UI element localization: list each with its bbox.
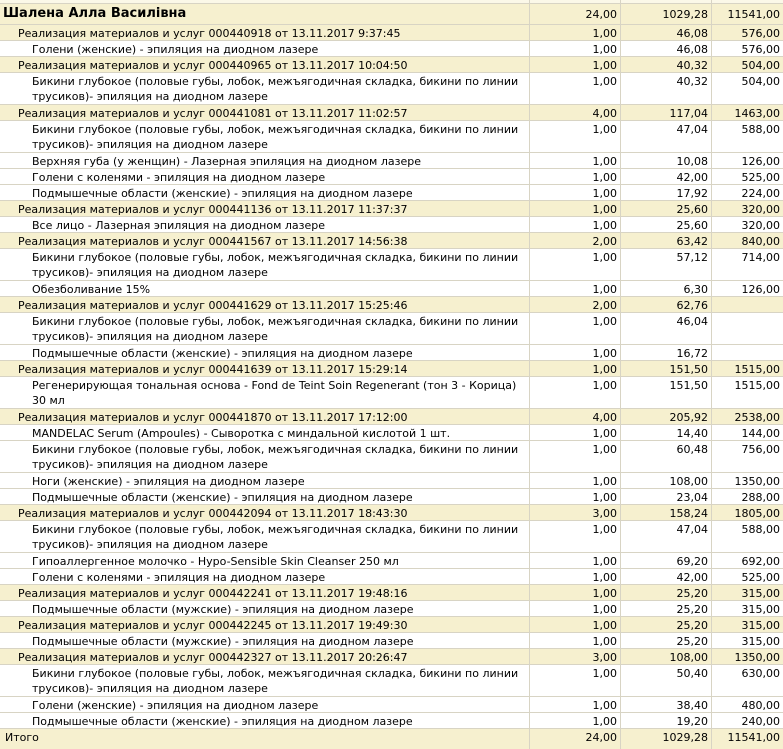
row-total: 320,00 <box>741 203 780 216</box>
row-total: 756,00 <box>741 443 780 456</box>
row-total: 840,00 <box>741 235 780 248</box>
row-qty: 1,00 <box>530 313 621 344</box>
row-sum: 62,76 <box>621 297 712 312</box>
row-sum: 151,50 <box>621 377 712 408</box>
row-total: 1463,00 <box>734 107 780 120</box>
item-row[interactable] <box>0 601 783 617</box>
row-total: 2538,00 <box>734 411 780 424</box>
document-name: Реализация материалов и услуг 000441567 от 13.11.2017 14:56:38 <box>0 233 530 248</box>
item-row[interactable] <box>0 249 783 281</box>
row-total: 576,00 <box>741 43 780 56</box>
row-total: 630,00 <box>741 667 780 680</box>
row-sum: 25,20 <box>621 601 712 616</box>
row-total: 525,00 <box>741 171 780 184</box>
row-qty: 1,00 <box>530 361 621 376</box>
row-qty: 1,00 <box>530 713 621 728</box>
row-qty: 1,00 <box>530 553 621 568</box>
document-row[interactable] <box>0 57 783 73</box>
document-name: Реализация материалов и услуг 000442241 от 13.11.2017 19:48:16 <box>0 585 530 600</box>
document-row[interactable] <box>0 617 783 633</box>
row-total: 588,00 <box>741 123 780 136</box>
item-row[interactable] <box>0 425 783 441</box>
document-row[interactable] <box>0 233 783 249</box>
row-total: 315,00 <box>741 619 780 632</box>
row-qty: 1,00 <box>530 345 621 360</box>
row-qty: 1,00 <box>530 185 621 200</box>
document-name: Реализация материалов и услуг 000440918 от 13.11.2017 9:37:45 <box>0 25 530 40</box>
row-sum: 25,20 <box>621 617 712 632</box>
top-strip-cell <box>530 0 621 3</box>
item-name: Бикини глубокое (половые губы, лобок, межъягодичная складка, бикини по линии трусиков)- эпиляция на диодном лазере <box>0 121 530 152</box>
document-name: Реализация материалов и услуг 000442245 от 13.11.2017 19:49:30 <box>0 617 530 632</box>
row-sum: 47,04 <box>621 121 712 152</box>
item-row[interactable] <box>0 441 783 473</box>
row-total: 315,00 <box>741 603 780 616</box>
row-total <box>712 297 783 312</box>
row-total: 126,00 <box>741 155 780 168</box>
footer-qty: 24,00 <box>530 729 621 749</box>
item-row[interactable] <box>0 41 783 57</box>
item-name: Голени с коленями - эпиляция на диодном лазере <box>0 169 530 184</box>
row-qty: 1,00 <box>530 489 621 504</box>
item-name: Голени (женские) - эпиляция на диодном лазере <box>0 697 530 712</box>
row-total: 1805,00 <box>734 507 780 520</box>
row-total: 1515,00 <box>734 379 780 392</box>
document-name: Реализация материалов и услуг 000442327 от 13.11.2017 20:26:47 <box>0 649 530 664</box>
document-name: Реализация материалов и услуг 000441639 от 13.11.2017 15:29:14 <box>0 361 530 376</box>
item-name: Бикини глубокое (половые губы, лобок, межъягодичная складка, бикини по линии трусиков)- эпиляция на диодном лазере <box>0 73 530 104</box>
item-row[interactable] <box>0 473 783 489</box>
item-row[interactable] <box>0 121 783 153</box>
row-qty: 1,00 <box>530 633 621 648</box>
document-row[interactable] <box>0 505 783 521</box>
row-sum: 205,92 <box>621 409 712 424</box>
item-name: Голени с коленями - эпиляция на диодном лазере <box>0 569 530 584</box>
top-strip-cell <box>712 0 783 3</box>
row-qty: 1,00 <box>530 217 621 232</box>
row-total <box>712 345 783 360</box>
row-sum: 40,32 <box>621 73 712 104</box>
item-row[interactable] <box>0 345 783 361</box>
item-row[interactable] <box>0 377 783 409</box>
document-name: Реализация материалов и услуг 000441629 от 13.11.2017 15:25:46 <box>0 297 530 312</box>
row-total: 224,00 <box>741 187 780 200</box>
row-total: 504,00 <box>741 75 780 88</box>
top-strip-cell <box>0 0 530 3</box>
document-name: Реализация материалов и услуг 000441081 от 13.11.2017 11:02:57 <box>0 105 530 120</box>
row-sum: 69,20 <box>621 553 712 568</box>
row-qty: 1,00 <box>530 473 621 488</box>
row-qty: 1,00 <box>530 585 621 600</box>
item-name: Голени (женские) - эпиляция на диодном лазере <box>0 41 530 56</box>
item-name: Подмышечные области (мужские) - эпиляция на диодном лазере <box>0 601 530 616</box>
item-name: Все лицо - Лазерная эпиляция на диодном лазере <box>0 217 530 232</box>
row-sum: 23,04 <box>621 489 712 504</box>
client-qty: 24,00 <box>530 4 621 24</box>
item-name: Бикини глубокое (половые губы, лобок, межъягодичная складка, бикини по линии трусиков)- эпиляция на диодном лазере <box>0 313 530 344</box>
item-row[interactable] <box>0 73 783 105</box>
row-sum: 46,08 <box>621 41 712 56</box>
row-sum: 16,72 <box>621 345 712 360</box>
row-total: 315,00 <box>741 635 780 648</box>
item-name: Бикини глубокое (половые губы, лобок, межъягодичная складка, бикини по линии трусиков)- эпиляция на диодном лазере <box>0 249 530 280</box>
row-qty: 3,00 <box>530 649 621 664</box>
row-total: 320,00 <box>741 219 780 232</box>
document-row[interactable] <box>0 361 783 377</box>
row-qty: 4,00 <box>530 409 621 424</box>
item-row[interactable] <box>0 553 783 569</box>
row-sum: 25,20 <box>621 633 712 648</box>
row-sum: 57,12 <box>621 249 712 280</box>
row-total: 588,00 <box>741 523 780 536</box>
row-sum: 50,40 <box>621 665 712 696</box>
client-group-row[interactable] <box>0 4 783 25</box>
row-sum: 25,60 <box>621 201 712 216</box>
footer-label: Итого <box>0 729 530 749</box>
row-sum: 108,00 <box>621 473 712 488</box>
row-total: 692,00 <box>741 555 780 568</box>
row-total: 1515,00 <box>734 363 780 376</box>
item-row[interactable] <box>0 489 783 505</box>
row-sum: 42,00 <box>621 569 712 584</box>
row-qty: 1,00 <box>530 249 621 280</box>
row-total: 576,00 <box>741 27 780 40</box>
row-total: 504,00 <box>741 59 780 72</box>
row-qty: 1,00 <box>530 25 621 40</box>
row-qty: 2,00 <box>530 233 621 248</box>
item-name: Гипоаллергенное молочко - Hypo-Sensible Skin Cleanser 250 мл <box>0 553 530 568</box>
document-row[interactable] <box>0 409 783 425</box>
document-name: Реализация материалов и услуг 000441870 от 13.11.2017 17:12:00 <box>0 409 530 424</box>
row-sum: 17,92 <box>621 185 712 200</box>
row-qty: 1,00 <box>530 441 621 472</box>
row-qty: 1,00 <box>530 153 621 168</box>
item-name: MANDELAC Serum (Ampoules) - Сыворотка с миндальной кислотой 1 шт. <box>0 425 530 440</box>
item-name: Подмышечные области (женские) - эпиляция на диодном лазере <box>0 345 530 360</box>
row-qty: 1,00 <box>530 169 621 184</box>
row-qty: 1,00 <box>530 73 621 104</box>
item-name: Бикини глубокое (половые губы, лобок, межъягодичная складка, бикини по линии трусиков)- эпиляция на диодном лазере <box>0 521 530 552</box>
item-name: Бикини глубокое (половые губы, лобок, межъягодичная складка, бикини по линии трусиков)- эпиляция на диодном лазере <box>0 665 530 696</box>
document-row[interactable] <box>0 297 783 313</box>
footer-total-row <box>0 729 783 749</box>
item-name: Обезболивание 15% <box>0 281 530 296</box>
row-total: 144,00 <box>741 427 780 440</box>
row-total: 1350,00 <box>734 651 780 664</box>
footer-total: 11541,00 <box>727 731 780 744</box>
row-total: 240,00 <box>741 715 780 728</box>
row-sum: 47,04 <box>621 521 712 552</box>
item-row[interactable] <box>0 633 783 649</box>
document-row[interactable] <box>0 585 783 601</box>
document-name: Реализация материалов и услуг 000440965 от 13.11.2017 10:04:50 <box>0 57 530 72</box>
row-total: 126,00 <box>741 283 780 296</box>
client-total: 11541,00 <box>727 8 780 21</box>
row-qty: 1,00 <box>530 57 621 72</box>
item-name: Регенерирующая тональная основа - Fond de Teint Soin Regenerant (тон 3 - Корица) 30 мл <box>0 377 530 408</box>
document-name: Реализация материалов и услуг 000442094 от 13.11.2017 18:43:30 <box>0 505 530 520</box>
item-row[interactable] <box>0 713 783 729</box>
row-total: 1350,00 <box>734 475 780 488</box>
row-sum: 63,42 <box>621 233 712 248</box>
report-rows <box>0 25 783 729</box>
top-strip-cell <box>621 0 712 3</box>
row-sum: 19,20 <box>621 713 712 728</box>
row-sum: 42,00 <box>621 169 712 184</box>
row-qty: 1,00 <box>530 665 621 696</box>
row-sum: 158,24 <box>621 505 712 520</box>
row-total: 714,00 <box>741 251 780 264</box>
item-row[interactable] <box>0 217 783 233</box>
document-row[interactable] <box>0 25 783 41</box>
document-row[interactable] <box>0 649 783 665</box>
row-total: 288,00 <box>741 491 780 504</box>
item-row[interactable] <box>0 665 783 697</box>
row-qty: 1,00 <box>530 425 621 440</box>
row-qty: 1,00 <box>530 201 621 216</box>
item-name: Подмышечные области (женские) - эпиляция на диодном лазере <box>0 713 530 728</box>
item-name: Подмышечные области (женские) - эпиляция на диодном лазере <box>0 489 530 504</box>
row-sum: 60,48 <box>621 441 712 472</box>
row-qty: 4,00 <box>530 105 621 120</box>
document-name: Реализация материалов и услуг 000441136 от 13.11.2017 11:37:37 <box>0 201 530 216</box>
row-sum: 10,08 <box>621 153 712 168</box>
item-name: Подмышечные области (женские) - эпиляция на диодном лазере <box>0 185 530 200</box>
item-row[interactable] <box>0 185 783 201</box>
row-sum: 25,20 <box>621 585 712 600</box>
item-row[interactable] <box>0 169 783 185</box>
row-sum: 6,30 <box>621 281 712 296</box>
row-qty: 1,00 <box>530 41 621 56</box>
item-row[interactable] <box>0 153 783 169</box>
item-row[interactable] <box>0 281 783 297</box>
item-row[interactable] <box>0 569 783 585</box>
row-qty: 1,00 <box>530 569 621 584</box>
client-sum: 1029,28 <box>621 4 712 24</box>
row-qty: 1,00 <box>530 377 621 408</box>
item-row[interactable] <box>0 697 783 713</box>
row-sum: 46,08 <box>621 25 712 40</box>
row-sum: 151,50 <box>621 361 712 376</box>
row-total: 525,00 <box>741 571 780 584</box>
row-qty: 1,00 <box>530 601 621 616</box>
row-total <box>712 313 783 344</box>
row-sum: 40,32 <box>621 57 712 72</box>
item-name: Верхняя губа (у женщин) - Лазерная эпиляция на диодном лазере <box>0 153 530 168</box>
row-sum: 46,04 <box>621 313 712 344</box>
item-name: Бикини глубокое (половые губы, лобок, межъягодичная складка, бикини по линии трусиков)- эпиляция на диодном лазере <box>0 441 530 472</box>
row-sum: 38,40 <box>621 697 712 712</box>
row-qty: 2,00 <box>530 297 621 312</box>
row-sum: 25,60 <box>621 217 712 232</box>
row-total: 480,00 <box>741 699 780 712</box>
row-qty: 3,00 <box>530 505 621 520</box>
row-total: 315,00 <box>741 587 780 600</box>
item-row[interactable] <box>0 313 783 345</box>
client-name: Шалена Алла Василівна <box>0 4 530 24</box>
row-qty: 1,00 <box>530 521 621 552</box>
row-sum: 14,40 <box>621 425 712 440</box>
footer-sum: 1029,28 <box>621 729 712 749</box>
item-name: Ноги (женские) - эпиляция на диодном лазере <box>0 473 530 488</box>
item-row[interactable] <box>0 521 783 553</box>
row-qty: 1,00 <box>530 281 621 296</box>
row-sum: 117,04 <box>621 105 712 120</box>
row-qty: 1,00 <box>530 121 621 152</box>
row-qty: 1,00 <box>530 697 621 712</box>
document-row[interactable] <box>0 105 783 121</box>
row-sum: 108,00 <box>621 649 712 664</box>
document-row[interactable] <box>0 201 783 217</box>
item-name: Подмышечные области (мужские) - эпиляция на диодном лазере <box>0 633 530 648</box>
row-qty: 1,00 <box>530 617 621 632</box>
